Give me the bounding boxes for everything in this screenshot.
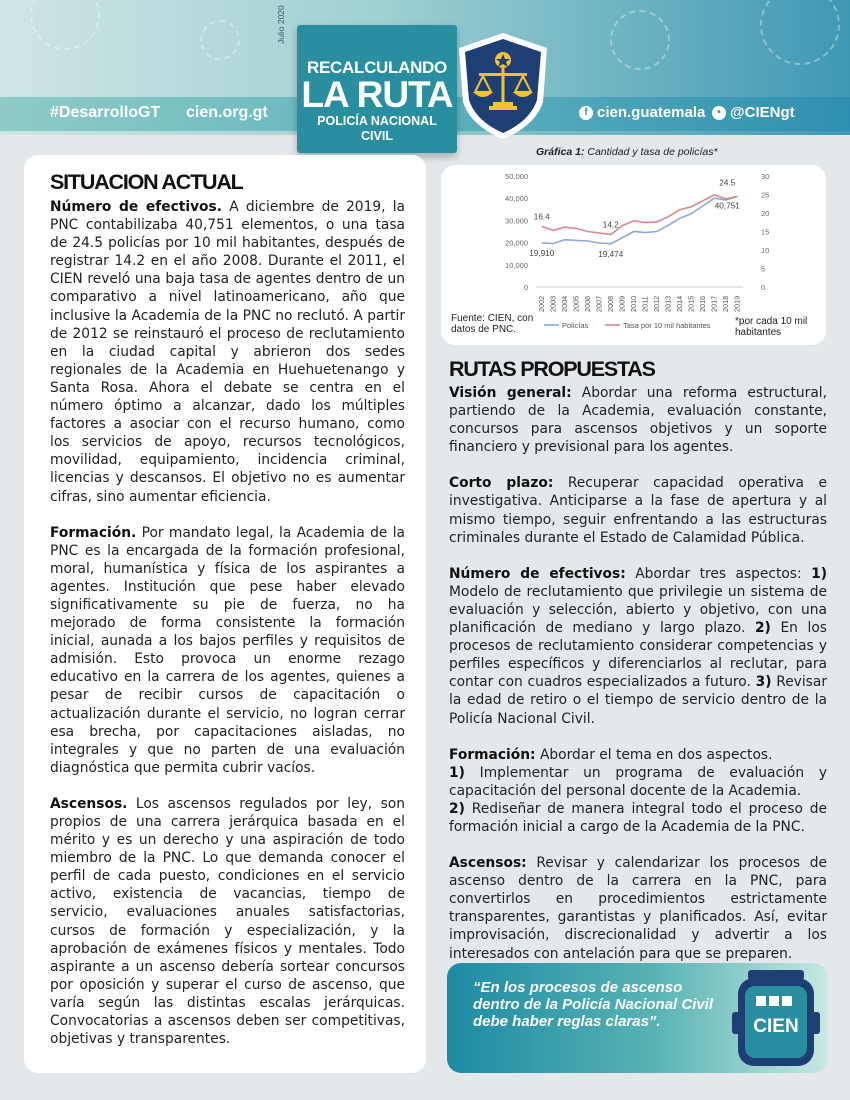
paragraph-corto-plazo [449, 474, 827, 546]
x-tick-label: 2009 [617, 295, 627, 312]
label-formacion: Formación. [50, 524, 137, 541]
x-tick-label: 2011 [640, 296, 650, 312]
data-label: 14.2 [602, 220, 619, 230]
x-tick-label: 2016 [697, 295, 707, 312]
text-ruta-3d: Revisar la edad de retiro o el tiempo de servicio dentro de la Policía Nacional Civil. [449, 674, 827, 727]
x-tick-label: 2013 [663, 295, 673, 312]
text-corto-plazo: Recuperar capacidad operativa e investigativa. Anticiparse a la fase de apertura y al mismo tiempo, seguir enfrentando a las estructuras criminales durante el Estado de Calamidad Pública. [449, 475, 827, 546]
text-ruta-3b: Modelo de reclutamiento que privilegie un sistema de evaluación y selección, abierto y objetivo, con una planificación de mediano y largo plazo. [449, 583, 827, 637]
y-right-tick-label: 20 [761, 209, 770, 218]
y-left-tick-label: 30,000 [505, 216, 528, 226]
num-1: 1) [449, 764, 465, 781]
text-formacion-ruta-b: Rediseñar de manera integral todo el proceso de formación inicial a cargo de la Academia de la PNC. [449, 800, 827, 835]
y-right-tick-label: 30 [761, 172, 770, 181]
paragraph-formacion [50, 524, 405, 777]
virus-decoration [30, 0, 100, 50]
twitter-link[interactable] [712, 104, 795, 121]
title-line-3: POLICÍA NACIONAL [317, 114, 437, 128]
label-corto-plazo: Corto plazo: [449, 475, 554, 492]
y-left-tick-label: 50,000 [505, 172, 528, 181]
text-numero-efectivos: A diciembre de 2019, la PNC contabilizaba 40,751 elementos, o una tasa de 24.5 policías por 10 mil habitantes, después de registrar 14.2 en el año 2008. Durante el 2011, el CIEN reveló una baja tasa de agentes dentro de un comparativo a nivel latinoamericano, año que inclusive la Academia de la PNC no reclutó. A partir de 2012 se reinstauró el proceso de reclutamiento en la ciudad capital y abrieron dos sedes regionales de la Academia en Huehuetenango y Santa Rosa. Ahora el debate se centra en el número óptimo a alcanzar, dado los múltiples factores a asociar con el recurso humano, como los servicios de apoyo, recursos tecnológicos, movilidad, equipamiento, incidencia criminal, licencias y descansos. El objetivo no es aumentar cifras, sino aumentar eficiencia. [50, 199, 406, 505]
y-left-tick-label: 20,000 [505, 238, 528, 248]
text-ascensos: Los ascensos regulados por ley, son propios de una carrera jerárquica basada en el mérito y es un derecho y una aspiración de todo miembro de la PNC. Lo que demanda conocer el perfil de cada puesto, condiciones en el servicio activo, existencia de vacancias, tiempo de servicio, evaluaciones anuales satisfactorias, cursos de formación y especialización, y la aprobación de exámenes físicos y mentales. Todo aspirante a un ascenso debería sortear concursos por oposición y superar el curso de ascenso, que varía según las distintas escalas jerárquicas. Convocatorias a ascensos deben ser competitivas, objetivas y transparentes. [50, 795, 405, 1048]
num-2: 2) [754, 620, 771, 637]
paragraph-numero-efectivos-ruta [449, 565, 827, 728]
right-column-text [449, 384, 827, 981]
text-vision-general: Abordar una reforma estructural, partiendo de la Academia, evaluación constante, concursos para ascensos objetivos y un soporte financiero y previsional para los agentes. [449, 385, 827, 456]
data-label: 24.5 [719, 178, 736, 188]
x-tick-label: 2004 [559, 295, 569, 312]
x-tick-label: 2010 [628, 295, 638, 312]
y-right-tick-label: 15 [761, 227, 770, 237]
x-tick-label: 2017 [709, 295, 719, 312]
chart-caption-text: Cantidad y tasa de policías* [584, 146, 718, 158]
facebook-handle: cien.guatemala [597, 104, 706, 121]
x-tick-label: 2018 [720, 295, 730, 312]
series-line-tasa [542, 195, 738, 235]
title-line-1: RECALCULANDO [307, 58, 447, 77]
y-left-tick-label: 40,000 [505, 194, 528, 204]
data-label: 19,910 [529, 248, 555, 258]
legend-label-tasa: Tasa por 10 mil habitantes [623, 321, 711, 330]
y-right-tick-label: 5 [761, 264, 766, 274]
data-label: 19,474 [598, 249, 624, 259]
heading-situacion-actual: SITUACION ACTUAL [50, 170, 243, 194]
series-line-policias [542, 197, 738, 244]
y-left-tick-label: 0 [523, 283, 528, 292]
quote-box [447, 963, 827, 1073]
x-tick-label: 2006 [582, 295, 592, 312]
chart-caption-label: Gráfica 1: [536, 146, 585, 158]
num-1: 1) [811, 565, 827, 582]
x-tick-label: 2015 [686, 295, 696, 312]
y-right-tick-label: 0 [761, 283, 766, 292]
label-numero-efectivos: Número de efectivos. [50, 199, 222, 215]
virus-decoration [760, 0, 840, 65]
y-right-tick-label: 10 [761, 246, 770, 255]
legend-label-policias: Policías [562, 321, 589, 330]
text-formacion: Por mandato legal, la Academia de la PNC es la encargada de la formación profesional, moral, humanística y física de los aspirantes a agentes. Institución que pese haber elevado significativamente su pie de fuerza, no ha mejorado de forma consistente la formación inicial, aunada a los bajos perfiles y requisitos de admisión. Esto provoca un enorme rezago educativo en la carrera de los agentes, quienes a pesar de recibir cursos de capacitación o actualización durante el servicio, no logran cerrar esa brecha, por capacitaciones aisladas, no integrales y que no parten de una evaluación diagnóstica que permita cubrir vacíos. [50, 524, 405, 776]
label-formacion-ruta: Formación: [449, 746, 536, 763]
date-label: Julio 2020 [276, 5, 286, 44]
text-ruta-3c: En los procesos de reclutamiento considerar competencias y perfiles específicos y diferenciarlos al reclutar, para contar con cuadros especializados a futuro. [449, 620, 827, 691]
chart-caption [536, 146, 718, 158]
text-ruta-3a: Abordar tres aspectos: [625, 565, 812, 582]
num-2: 2) [449, 800, 465, 817]
police-shield-icon [455, 30, 551, 142]
label-vision-general: Visión general: [449, 385, 572, 401]
website-link[interactable]: cien.org.gt [186, 104, 268, 121]
x-tick-label: 2003 [548, 295, 558, 312]
label-numero-efectivos-ruta: Número de efectivos: [449, 565, 626, 582]
x-tick-label: 2012 [651, 295, 661, 312]
twitter-handle: @CIENgt [730, 104, 795, 121]
chart-note: *por cada 10 mil habitantes [735, 316, 808, 338]
text-ascensos-ruta: Revisar y calendarizar los procesos de ascenso dentro de la carrera en la PNC, para convertirlos en procedimientos estrictamente transparentes, garantistas y planificados. Así, evitar improvisación, discrecionalidad y advertir a los interesados con antelación para que se preparen. [449, 855, 827, 962]
data-label: 16.4 [533, 212, 550, 222]
twitter-icon: • [712, 106, 726, 120]
x-tick-label: 2002 [536, 295, 546, 312]
text-formacion-ruta: Abordar el tema en dos aspectos. [535, 746, 773, 763]
paragraph-vision-general [449, 384, 827, 456]
paragraph-numero-efectivos [50, 198, 405, 506]
facebook-icon: f [579, 106, 593, 120]
hashtag-label: #DesarrolloGT [50, 104, 161, 121]
badge-text: CIEN [753, 1016, 799, 1037]
title-line-4: CIVIL [361, 129, 393, 143]
title-line-2: LA RUTA [301, 74, 453, 115]
x-tick-label: 2007 [594, 295, 604, 312]
label-ascensos: Ascensos. [50, 795, 128, 812]
label-ascensos-ruta: Ascensos: [449, 855, 527, 872]
title-box [297, 25, 457, 153]
x-tick-label: 2005 [571, 295, 581, 312]
virus-decoration [610, 10, 670, 70]
paragraph-formacion-ruta [449, 746, 827, 836]
cien-badge-icon [732, 966, 820, 1071]
text-formacion-ruta-a: Implementar un programa de evaluación y capacitación del personal docente de la Academia. [449, 764, 827, 799]
virus-decoration [200, 20, 240, 60]
quote-text: “En los procesos de ascenso dentro de la Policía Nacional Civil debe haber reglas claras”. [473, 979, 714, 1030]
x-tick-label: 2008 [605, 295, 615, 312]
data-label: 40,751 [714, 201, 740, 211]
x-tick-label: 2014 [674, 295, 684, 312]
x-tick-label: 2019 [732, 295, 742, 312]
chart-source: Fuente: CIEN, con datos de PNC. [451, 313, 534, 335]
paragraph-ascensos-ruta [449, 854, 827, 963]
left-column-text [50, 198, 405, 1066]
y-left-tick-label: 10,000 [505, 260, 528, 270]
heading-rutas-propuestas: RUTAS PROPUESTAS [449, 357, 655, 381]
paragraph-ascensos [50, 795, 405, 1048]
num-3: 3) [755, 674, 772, 691]
facebook-link[interactable] [579, 104, 705, 121]
y-right-tick-label: 25 [761, 190, 770, 200]
chart-panel [441, 165, 826, 345]
